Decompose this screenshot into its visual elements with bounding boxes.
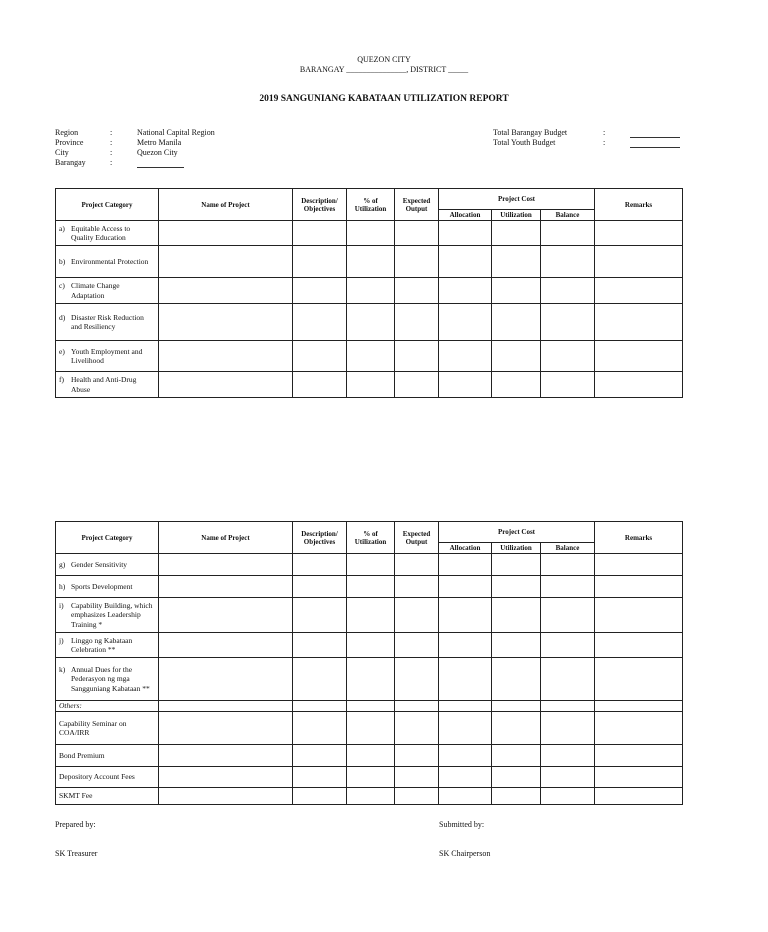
- total-youth-budget-row: Total Youth Budget :: [493, 138, 680, 148]
- city-value: Quezon City: [137, 148, 178, 157]
- region-value: National Capital Region: [137, 128, 215, 137]
- header-balance: Balance: [541, 210, 595, 221]
- category-cell: i) Capability Building, which emphasizes Leadership Training *: [56, 598, 159, 633]
- others-label: Others:: [56, 701, 159, 712]
- header-name-of-project: Name of Project: [159, 189, 293, 221]
- table-row: [56, 633, 683, 658]
- category-cell: g) Gender Sensitivity: [56, 554, 159, 576]
- table-row: [56, 221, 683, 246]
- category-cell: d) Disaster Risk Reduction and Resiliency: [56, 304, 159, 341]
- table-row: [56, 788, 683, 805]
- header-pct-utilization: % of Utilization: [347, 189, 395, 221]
- table-row: [56, 372, 683, 398]
- category-cell: j) Linggo ng Kabataan Celebration **: [56, 633, 159, 658]
- location-info: [55, 128, 215, 168]
- region-row: Region : National Capital Region: [55, 128, 215, 137]
- category-cell: b) Environmental Protection: [56, 246, 159, 278]
- table-row: [56, 576, 683, 598]
- header-remarks: Remarks: [595, 189, 683, 221]
- header-allocation: Allocation: [439, 210, 492, 221]
- table-row: [56, 304, 683, 341]
- table-row: [56, 712, 683, 745]
- table-row: [56, 554, 683, 576]
- header-name-of-project: Name of Project: [159, 522, 293, 554]
- sk-chairperson-label: SK Chairperson: [439, 849, 491, 858]
- category-cell: c) Climate Change Adaptation: [56, 278, 159, 304]
- sk-treasurer-label: SK Treasurer: [55, 849, 98, 858]
- utilization-table-2: [55, 521, 683, 805]
- header-project-cost: Project Cost: [439, 189, 595, 210]
- header-utilization: Utilization: [492, 543, 541, 554]
- category-cell: a) Equitable Access to Quality Education: [56, 221, 159, 246]
- category-cell: SKMT Fee: [56, 788, 159, 805]
- category-cell: k) Annual Dues for the Pederasyon ng mga Sangguniang Kabataan **: [56, 658, 159, 701]
- total-barangay-budget-row: Total Barangay Budget :: [493, 128, 680, 138]
- header-balance: Balance: [541, 543, 595, 554]
- category-cell: Depository Account Fees: [56, 767, 159, 788]
- barangay-row: Barangay :: [55, 158, 215, 168]
- header-utilization: Utilization: [492, 210, 541, 221]
- category-cell: h) Sports Development: [56, 576, 159, 598]
- header-description: Description/ Objectives: [293, 189, 347, 221]
- category-cell: e) Youth Employment and Livelihood: [56, 341, 159, 372]
- header-project-category: Project Category: [56, 189, 159, 221]
- category-cell: Bond Premium: [56, 745, 159, 767]
- total-barangay-budget-blank[interactable]: [630, 129, 680, 138]
- city-row: City : Quezon City: [55, 148, 178, 157]
- table-row: [56, 246, 683, 278]
- submitted-by-label: Submitted by:: [439, 820, 485, 829]
- table-row: [56, 658, 683, 701]
- utilization-table-1: [55, 188, 683, 398]
- header-remarks: Remarks: [595, 522, 683, 554]
- header-project-cost: Project Cost: [439, 522, 595, 543]
- others-row: [56, 701, 683, 712]
- category-cell: Capability Seminar on COA/IRR: [56, 712, 159, 745]
- header-description: Description/ Objectives: [293, 522, 347, 554]
- city-heading: QUEZON CITY: [357, 55, 411, 64]
- province-value: Metro Manila: [137, 138, 182, 147]
- header-allocation: Allocation: [439, 543, 492, 554]
- table-row: [56, 341, 683, 372]
- header-expected-output: Expected Output: [395, 189, 439, 221]
- barangay-district-line: BARANGAY _______________, DISTRICT _____: [299, 65, 469, 74]
- report-title: 2019 SANGUNIANG KABATAAN UTILIZATION REPORT: [259, 94, 509, 104]
- table-row: [56, 598, 683, 633]
- barangay-blank[interactable]: [137, 159, 184, 168]
- category-cell: f) Health and Anti-Drug Abuse: [56, 372, 159, 398]
- total-youth-budget-blank[interactable]: [630, 139, 680, 148]
- table-row: [56, 278, 683, 304]
- header-pct-utilization: % of Utilization: [347, 522, 395, 554]
- budget-info: [493, 128, 680, 148]
- header-expected-output: Expected Output: [395, 522, 439, 554]
- prepared-by-label: Prepared by:: [55, 820, 96, 829]
- table-row: [56, 745, 683, 767]
- province-row: Province : Metro Manila: [55, 138, 182, 147]
- table-row: [56, 767, 683, 788]
- header-project-category: Project Category: [56, 522, 159, 554]
